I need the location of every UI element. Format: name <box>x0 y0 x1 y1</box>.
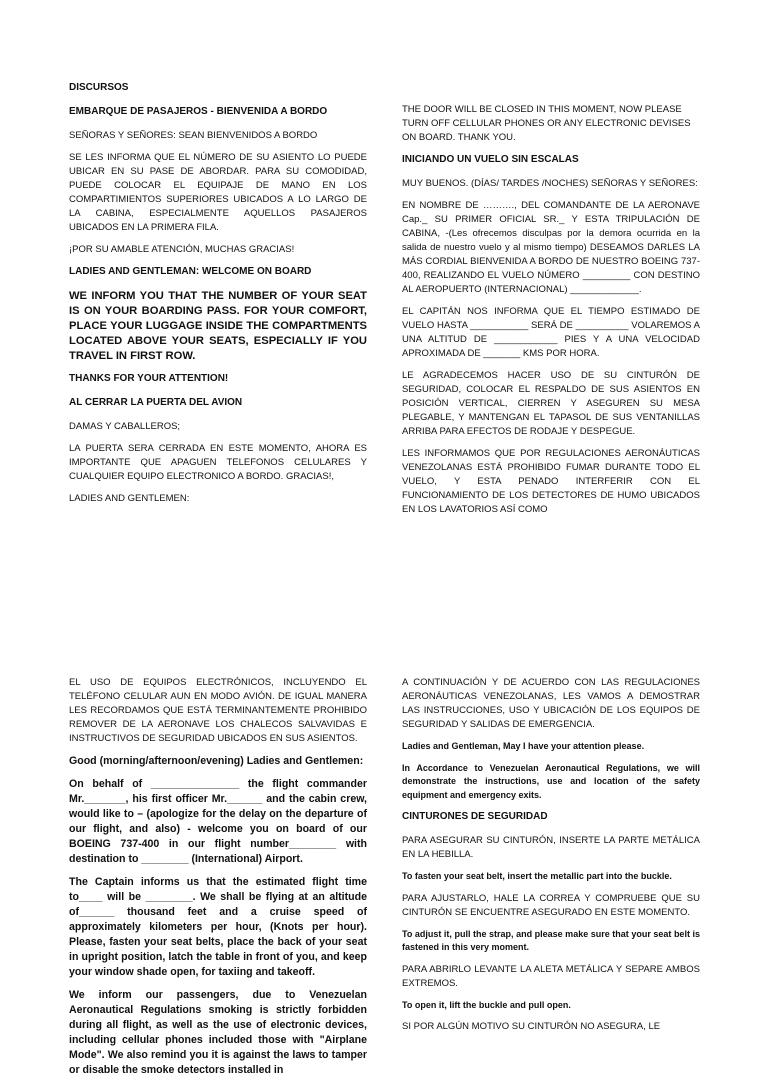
section-heading: LADIES AND GENTLEMAN: WELCOME ON BOARD <box>69 266 312 277</box>
paragraph: PARA AJUSTARLO, HALE LA CORREA Y COMPRUEBE QUE SU CINTURÓN SE ENCUENTRE ASEGURADO EN ESTE MOMENTO. <box>402 892 700 918</box>
paragraph: LE AGRADECEMOS HACER USO DE SU CINTURÓN DE SEGURIDAD, COLOCAR EL RESPALDO DE SUS ASIENTOS EN POSICIÓN VERTICAL, CIERREN Y ASEGUREN SU MESA PLEGABLE, Y MANTENGAN EL TAPASOL DE SUS VENTANILLAS ARRIBA PARA EFECTOS DE RODAJE Y DESPEGUE. <box>402 370 700 437</box>
paragraph: Good (morning/afternoon/evening) Ladies and Gentlemen: <box>69 755 364 767</box>
paragraph: To open it, lift the buckle and pull open. <box>402 999 571 1010</box>
paragraph: DAMAS Y CABALLEROS; <box>69 421 181 432</box>
paragraph: A CONTINUACIÓN Y DE ACUERDO CON LAS REGULACIONES AERONÁUTICAS VENEZOLANAS, LES VAMOS A DEMOSTRAR LAS INSTRUCCIONES, USO Y UBICACIÓN DE LOS EQUIPOS DE SEGURIDAD Y SALIDAS DE EMERGENCIA. <box>402 677 700 730</box>
page-2-right-column <box>402 676 700 1042</box>
section-heading: EMBARQUE DE PASAJEROS - BIENVENIDA A BORDO <box>69 106 328 117</box>
paragraph: On behalf of _______________ the flight commander Mr._______, his first officer Mr.______ and the cabin crew, would like to – (apologize for the delay on the departure of our flight, and also) - welcome you on board of our BOEING 737-400 in our flight number________ with destination to ________ (International) Airport. <box>69 778 367 865</box>
section-heading: THANKS FOR YOUR ATTENTION! <box>69 373 229 384</box>
paragraph: In Accordance to Venezuelan Aeronautical Regulations, we will demonstrate the instructions, use and location of the safety equipment and emergency exits. <box>402 762 700 800</box>
paragraph: Ladies and Gentleman, May I have your attention please. <box>402 741 645 751</box>
paragraph: To fasten your seat belt, insert the metallic part into the buckle. <box>402 871 672 881</box>
paragraph: To adjust it, pull the strap, and please make sure that your seat belt is fastened in this very moment. <box>402 928 700 952</box>
paragraph: PARA ASEGURAR SU CINTURÓN, INSERTE LA PARTE METÁLICA EN LA HEBILLA. <box>402 835 700 860</box>
section-heading: DISCURSOS <box>69 82 129 93</box>
paragraph: WE INFORM YOU THAT THE NUMBER OF YOUR SEAT IS ON YOUR BOARDING PASS. FOR YOUR COMFORT, PLACE YOUR LUGGAGE INSIDE THE COMPARTMENTS LOCATED ABOVE YOUR SEATS, ESPECIALLY IF YOU TRAVEL IN FIRST ROW. <box>69 290 367 362</box>
paragraph: ¡POR SU AMABLE ATENCIÓN, MUCHAS GRACIAS! <box>69 244 295 255</box>
paragraph: PARA ABRIRLO LEVANTE LA ALETA METÁLICA Y SEPARE AMBOS EXTREMOS. <box>402 963 700 989</box>
page-2-left-column <box>69 676 367 1086</box>
page-1-left-column <box>69 81 367 514</box>
section-heading: CINTURONES DE SEGURIDAD <box>402 811 548 822</box>
paragraph: LES INFORMAMOS QUE POR REGULACIONES AERONÁUTICAS VENEZOLANAS ESTÁ PROHIBIDO FUMAR DURANTE TODO EL VUELO, Y ESTA PENADO INTERFERIR CON EL FUNCIONAMIENTO DE LOS DETECTORES DE HUMO UBICADOS EN LOS LAVATORIOS ASÍ COMO <box>402 448 700 515</box>
document-page-2 <box>0 640 768 1076</box>
paragraph: EL CAPITÁN NOS INFORMA QUE EL TIEMPO ESTIMADO DE VUELO HASTA ___________ SERÁ DE __________ VOLAREMOS A UNA ALTITUD DE ____________ PIES Y A UNA VELOCIDAD APROXIMADA DE _______ KMS POR HORA. <box>402 306 700 359</box>
paragraph: MUY BUENOS. (DÍAS/ TARDES /NOCHES) SEÑORAS Y SEÑORES: <box>402 178 698 189</box>
section-heading: INICIANDO UN VUELO SIN ESCALAS <box>402 154 579 165</box>
section-heading: AL CERRAR LA PUERTA DEL AVION <box>69 397 243 408</box>
page-1-right-column <box>402 103 700 525</box>
paragraph: We inform our passengers, due to Venezuelan Aeronautical Regulations smoking is strictly forbidden during all flight, as well as the use of electronic devices, including cellular phones included those with "Airplane Mode". We also remind you it is against the laws to tamper or disable the smoke detectors installed in <box>69 989 367 1076</box>
paragraph: SE LES INFORMA QUE EL NÚMERO DE SU ASIENTO LO PUEDE UBICAR EN SU PASE DE ABORDAR. PARA SU COMODIDAD, PUEDE COLOCAR EL EQUIPAJE DE MANO EN LOS COMPARTIMIENTOS SUPERIORES UBICADOS A LO LARGO DE LA CABINA, ESPECIALMENTE AQUELLOS PASAJEROS UBICADOS EN LA PRIMERA FILA. <box>69 152 367 233</box>
paragraph: The Captain informs us that the estimated flight time to____ will be ________. We shall be flying at an altitude of______ thousand feet and a cruise speed of approximately kilometers per hour, (Knots per hour). Please, fasten your seat belts, place the back of your seat in upright position, latch the table in front of you, and keep your window shade open, for taxiing and takeoff. <box>69 876 367 978</box>
paragraph: SEÑORAS Y SEÑORES: SEAN BIENVENIDOS A BORDO <box>69 130 318 141</box>
paragraph: LADIES AND GENTLEMEN: <box>69 493 190 504</box>
paragraph: SI POR ALGÚN MOTIVO SU CINTURÓN NO ASEGURA, LE <box>402 1021 661 1032</box>
paragraph: LA PUERTA SERA CERRADA EN ESTE MOMENTO, AHORA ES IMPORTANTE QUE APAGUEN TELEFONOS CELULARES Y CUALQUIER EQUIPO ELECTRONICO A BORDO. GRACIAS!, <box>69 443 367 482</box>
paragraph: EL USO DE EQUIPOS ELECTRÓNICOS, INCLUYENDO EL TELÉFONO CELULAR AUN EN MODO AVIÓN. DE IGUAL MANERA LES RECORDAMOS QUE ESTÁ TERMINANTEMENTE PROHIBIDO REMOVER DE LA AERONAVE LOS CHALECOS SALVAVIDAS E INSTRUCTIVOS DE SEGURIDAD UBICADOS EN SUS ASIENTOS. <box>69 677 367 744</box>
paragraph: THE DOOR WILL BE CLOSED IN THIS MOMENT, NOW PLEASE TURN OFF CELLULAR PHONES OR ANY ELECTRONIC DEVISES ON BOARD. THANK YOU. <box>402 104 691 143</box>
paragraph: EN NOMBRE DE ………., DEL COMANDANTE DE LA AERONAVE Cap._ SU PRIMER OFICIAL SR._ Y ESTA TRIPULACIÓN DE CABINA, -(Les ofrecemos disculpas por la demora ocurrida en la salida de nuestro vuelo y al mismo tiempo) DESEAMOS DARLES LA MÁS CORDIAL BIENVENIDA A BORDO DE NUESTRO BOEING 737-400, REALIZANDO EL VUELO NÚMERO _________ CON DESTINO AL AEROPUERTO (INTERNACIONAL) _____________. <box>402 200 700 295</box>
